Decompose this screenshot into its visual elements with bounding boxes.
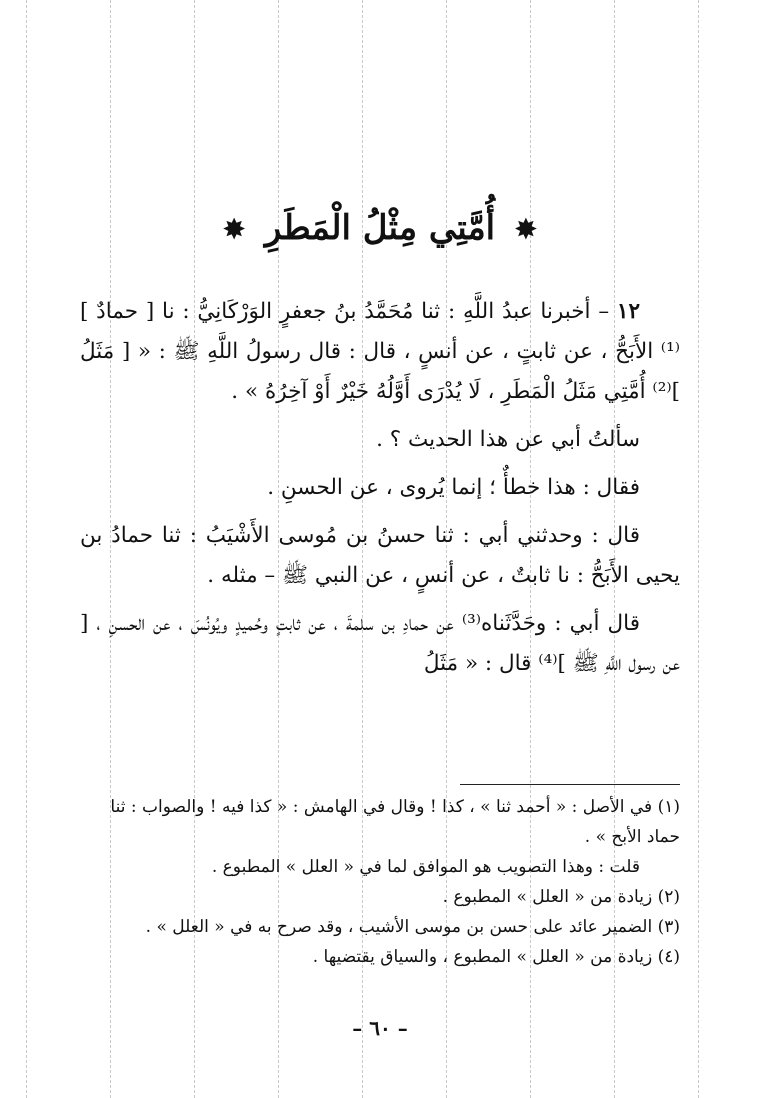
- hadith-paragraph: قال : وحدثني أبي : ثنا حسنُ بن مُوسى الأَشْيَبُ : ثنا حمادُ بن يحيى الأَبَحُّ : نا ثابتٌ ، عن أنسٍ ، عن النبي ﷺ – مثله .: [80, 523, 680, 588]
- hadith-paragraph: قال أبي : وحَدَّثَناه⁽³⁾ عن حمادِ بن سلمةَ ، عن ثابتٍ وحُميدٍ ويُونُسَ ، عن الحسنِ ، [ عن رسول اللَّهِ ﷺ ]⁽⁴⁾ قال : « مَثَلُ: [80, 611, 680, 676]
- hadith-number: ١٢: [616, 299, 640, 324]
- star-ornament-icon: ✸: [514, 215, 537, 245]
- footnote: (٢) زيادة من « العلل » المطبوع .: [442, 887, 680, 907]
- footnote-comment: قلت : وهذا التصويب هو الموافق لما في « العلل » المطبوع .: [211, 857, 640, 877]
- guide-line: [26, 0, 27, 1098]
- hadith-paragraph: سألتُ أبي عن هذا الحديث ؟ .: [376, 427, 640, 452]
- hadith-body: [80, 292, 680, 692]
- page-number: – ٦٠ –: [352, 1016, 408, 1040]
- footnote: (١) في الأصل : « أحمد ثنا » ، كذا ! وقال في الهامش : « كذا فيه ! والصواب : ثنا حماد الأبح » .: [110, 797, 680, 847]
- document-page: [80, 0, 680, 1098]
- hadith-paragraph: فقال : هذا خطأٌ ؛ إنما يُروى ، عن الحسنِ .: [267, 475, 640, 500]
- hadith-paragraph: [80, 292, 680, 412]
- chapter-title: [80, 208, 680, 248]
- footnotes: [80, 792, 680, 972]
- hadith-text: – أخبرنا عبدُ اللَّهِ : ثنا مُحَمَّدُ بنُ جعفرٍ الوَرْكَانِيُّ : نا [ حمادٌ ]⁽¹⁾ الأَبَحُّ ، عن ثابتٍ ، عن أنسٍ ، قال : قال رسولُ اللَّهِ ﷺ : « [ مَثَلُ ]⁽²⁾ أُمَّتِي مَثَلُ الْمَطَرِ ، لَا يُدْرَى أَوَّلُهُ خَيْرٌ أَوْ آخِرُهُ » .: [80, 299, 680, 404]
- footnote-separator: [460, 784, 680, 785]
- star-ornament-icon: ✸: [223, 215, 246, 245]
- chapter-title-text: أُمَّتِي مِثْلُ الْمَطَرِ: [264, 208, 496, 248]
- footnote: (٣) الضمير عائد على حسن بن موسى الأشيب ، وقد صرح به في « العلل » .: [145, 917, 680, 937]
- guide-line: [698, 0, 699, 1098]
- footnote: (٤) زيادة من « العلل » المطبوع ، والسياق يقتضيها .: [312, 947, 680, 967]
